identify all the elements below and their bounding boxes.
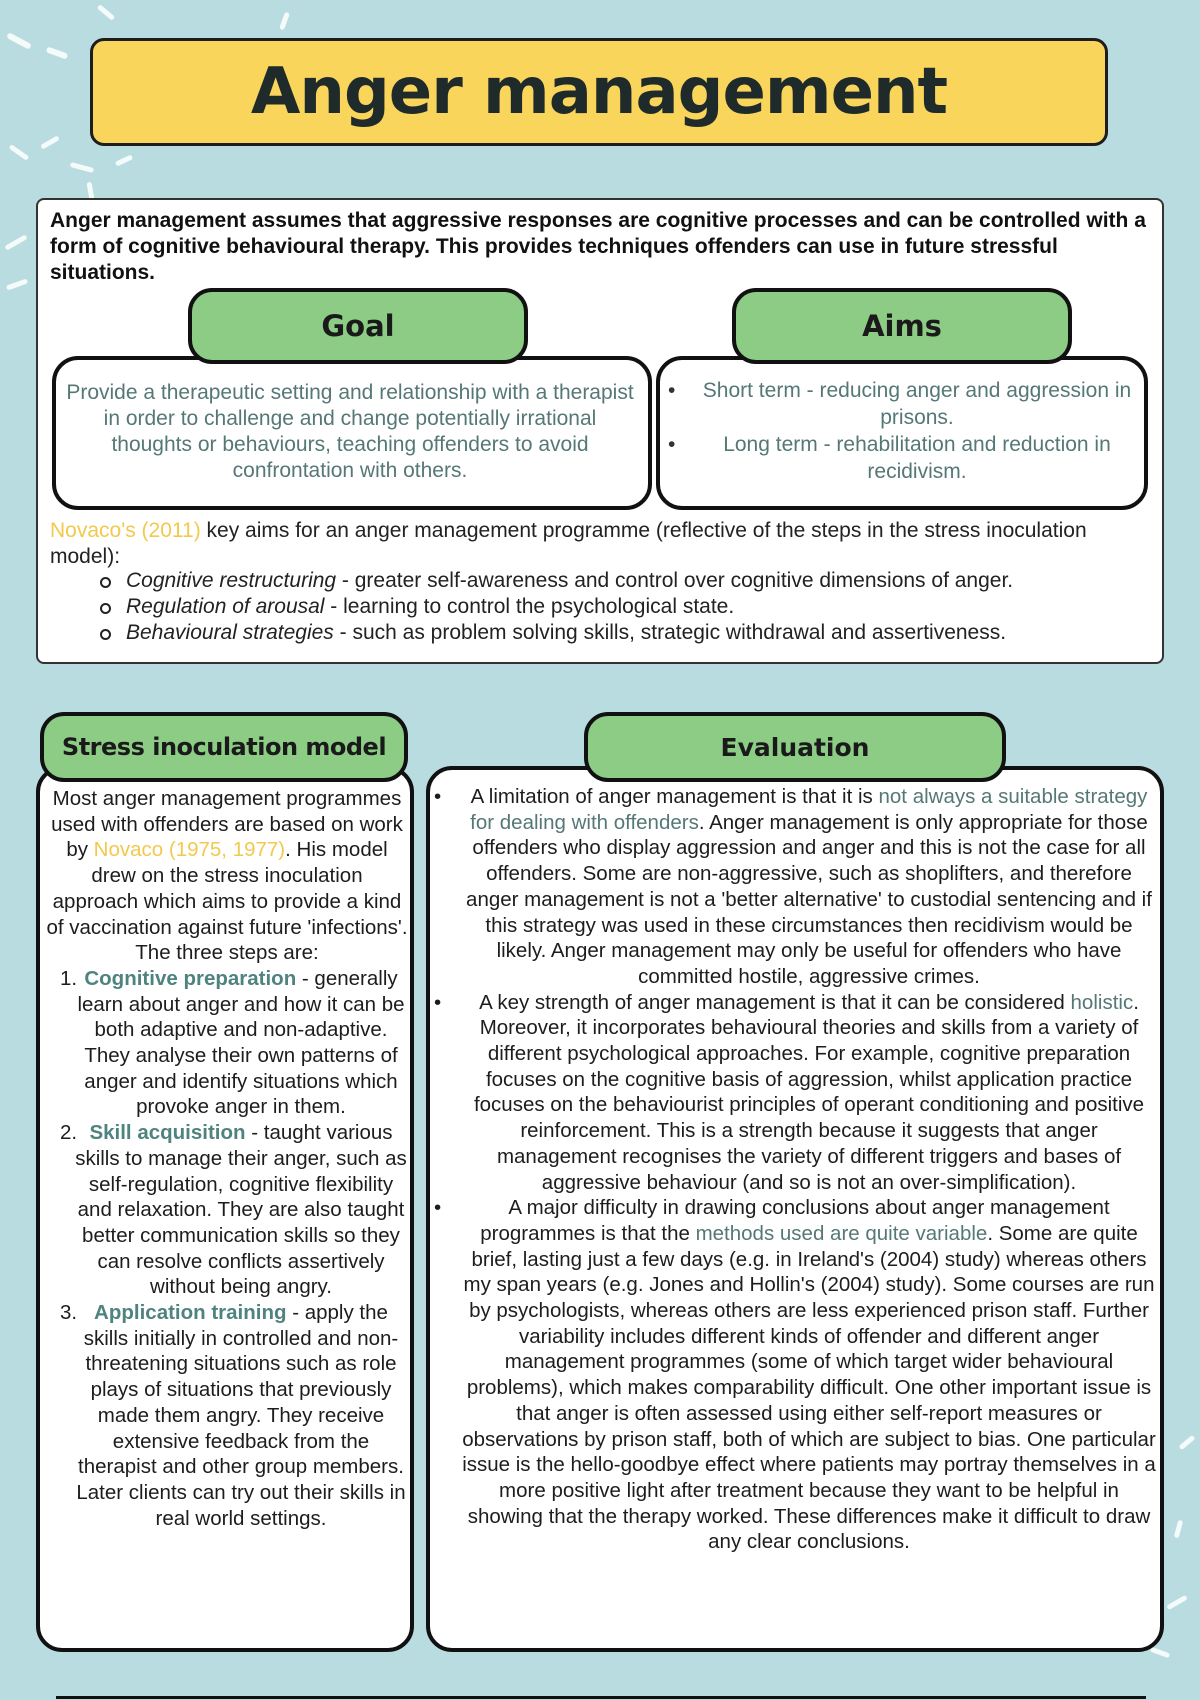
bottom-divider: [56, 1696, 1146, 1699]
decorative-dash: [40, 135, 60, 149]
aims-list: [664, 377, 1144, 485]
stress-text: Most anger management programmes used with offenders are based on work by Novaco (1975, 1977). His model drew on the stress inoculation approach which aims to provide a kind of vaccination against future 'infections'. The three steps are: 1. Cognitive preparation - generally learn about anger and how it can be both adaptive and non-adaptive. They analyse their own patterns of anger and identify situations which provoke anger in them. 2. Skill acquisition - taught various skills to manage their anger, such as self-regulation, cognitive flexibility and relaxation. They are also taught better communication skills so they can resolve conflicts assertively without being angry. 3. Application training - apply the skills initially in controlled and non-threatening situations such as role plays of situations that previously made them angry. They receive extensive feedback from the therapist and other group members. Later clients can try out their skills in real world settings.: [46, 787, 408, 1530]
list-item: Behavioural strategies - such as problem solving skills, strategic withdrawal and assertiveness.: [98, 620, 1148, 646]
decorative-dash: [6, 278, 28, 290]
aims-item: • Long term - rehabilitation and reduction in recidivism.: [664, 431, 1144, 485]
list-item: 1. Cognitive preparation - generally learn about anger and how it can be both adaptive and non-adaptive. They analyse their own patterns of anger and identify situations which provoke anger in them.: [60, 966, 405, 1119]
list-item: • A major difficulty in drawing conclusions about anger management programmes is that the methods used are quite variable. Some are quite brief, lasting just a few days (e.g. in Ireland's (2004) study) whereas others my span years (e.g. Jones and Hollin's (2004) study). Some courses are run by psychologists, whereas others are less experienced prison staff. Further variability includes different kinds of offender and different anger management programmes (some of which target wider behavioural problems), which makes comparability difficult. One other important issue is that anger is often assessed using either self-report measures or observations by prison staff, both of which are subject to bias. One particular issue is the hello-goodbye effect where patients may portray themselves in a more positive light after treatment because they want to be helpful in showing that the therapy worked. These differences make it difficult to draw any clear conclusions.: [434, 1195, 1158, 1555]
decorative-dash: [9, 144, 30, 161]
steps-list: [46, 966, 408, 1531]
list-item: Regulation of arousal - learning to control the psychological state.: [98, 594, 1148, 620]
intro-text: Anger management assumes that aggressive responses are cognitive processes and can be controlled with a form of cognitive behavioural therapy. This provides techniques offenders can use in future stressful situations.: [50, 209, 1146, 284]
decorative-dash: [115, 154, 133, 166]
novaco-text: key aims for an anger management programme (reflective of the steps in the stress inoculation model):: [50, 519, 1087, 568]
goal-text: Provide a therapeutic setting and relationship with a therapist in order to challenge and change potentially irrational thoughts or behaviours, teaching offenders to avoid confrontation with others.: [66, 381, 634, 482]
list-item: • A key strength of anger management is that it can be considered holistic. Moreover, it incorporates behavioural theories and skills from a variety of different psychological approaches. For example, cognitive preparation focuses on the cognitive basis of aggression, whilst application practice focuses on the behaviourist principles of operant conditioning and positive reinforcement. This is a strength because it suggests that anger management recognises the variety of different triggers and bases of aggressive behaviour (and so is not an over-simplification).: [434, 990, 1158, 1196]
novaco-1975-citation: Novaco (1975, 1977): [93, 838, 286, 862]
decorative-dash: [70, 162, 94, 173]
aims-item: • Short term - reducing anger and aggression in prisons.: [664, 377, 1144, 431]
evaluation-list: [434, 784, 1158, 1555]
list-item: • A limitation of anger management is that it is not always a suitable strategy for dealing with offenders. Anger management is only appropriate for those offenders who display aggression and anger and this is not the case for all offenders. Some are non-aggressive, such as shoplifters, and therefore anger management is not a 'better alternative' to custodial sentencing and if this strategy was used in these circumstances then recidivism would be likely. Anger management may only be useful for offenders who have committed hostile, aggressive crimes.: [434, 784, 1158, 990]
decorative-dash: [4, 234, 27, 250]
decorative-dash: [1166, 1595, 1188, 1610]
list-item: Cognitive restructuring - greater self-awareness and control over cognitive dimensions of anger.: [98, 568, 1148, 594]
list-item: 2. Skill acquisition - taught various skills to manage their anger, such as self-regulation, cognitive flexibility and relaxation. They are also taught better communication skills so they can resolve conflicts assertively without being angry.: [60, 1121, 407, 1299]
decorative-dash: [97, 4, 116, 21]
novaco-aims-list: [98, 568, 1148, 646]
decorative-dash: [1150, 1647, 1171, 1659]
stress-heading: Stress inoculation model: [40, 712, 408, 782]
decorative-dash: [46, 46, 69, 59]
novaco-key-aims: [50, 518, 1150, 570]
goal-heading: Goal: [188, 288, 528, 364]
decorative-dash: [1174, 1520, 1183, 1539]
page-title: Anger management: [250, 55, 948, 129]
novaco-citation: Novaco's (2011): [50, 519, 201, 542]
aims-heading: Aims: [732, 288, 1072, 364]
decorative-dash: [279, 12, 290, 31]
evaluation-heading: Evaluation: [584, 712, 1006, 782]
title-banner: [90, 38, 1108, 146]
decorative-dash: [1178, 1435, 1195, 1450]
decorative-dash: [6, 32, 32, 50]
list-item: 3. Application training - apply the skills initially in controlled and non-threatening situations such as role plays of situations that previously made them angry. They receive extensive feedback from the therapist and other group members. Later clients can try out their skills in real world settings.: [60, 1301, 406, 1530]
